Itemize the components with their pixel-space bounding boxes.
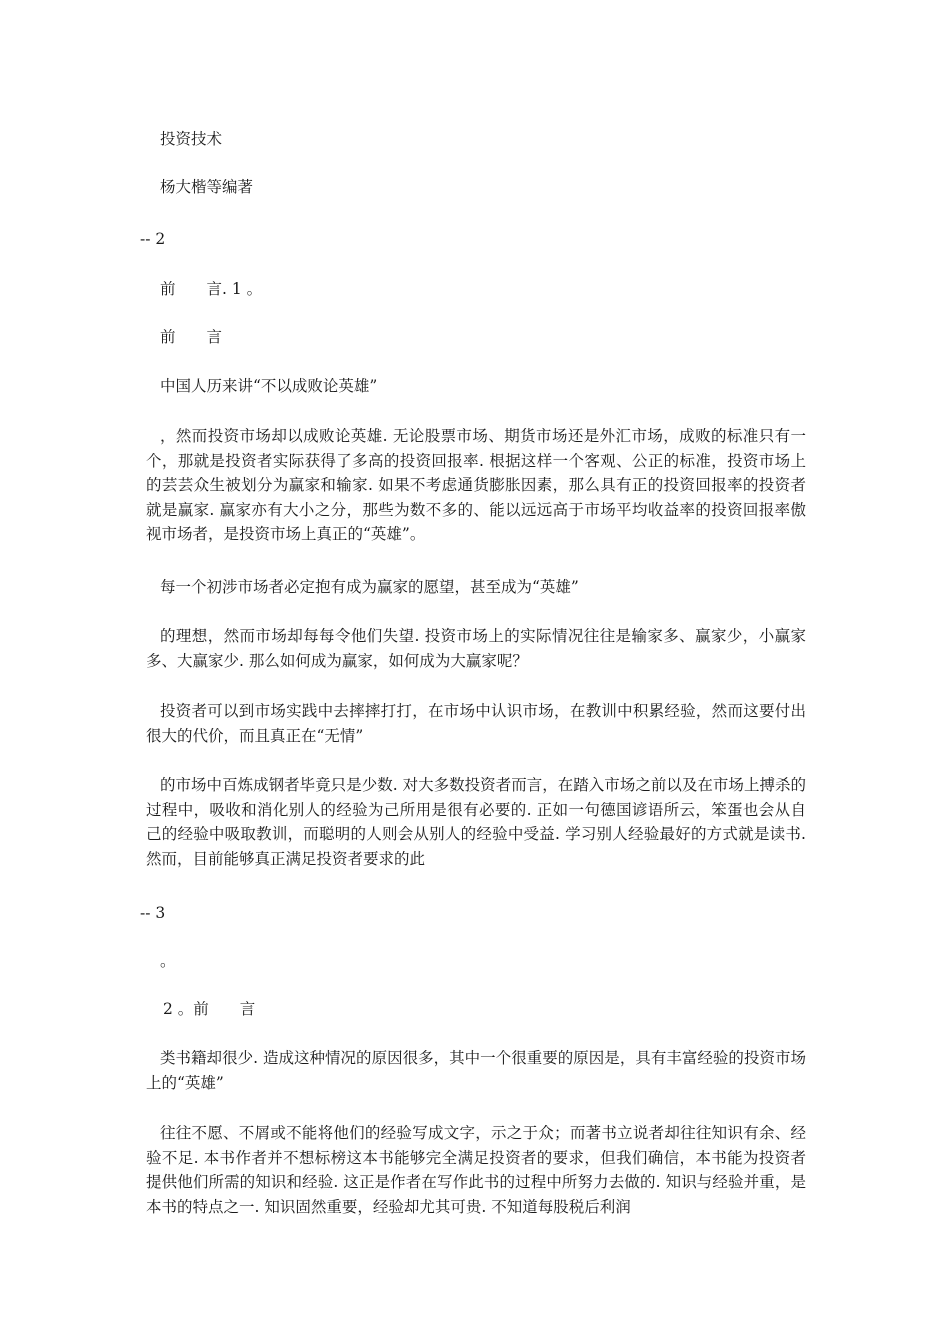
paragraph-7: 类书籍却很少. 造成这种情况的原因很多，其中一个很重要的原因是，具有丰富经验的投资市场上的“英雄” [146, 1049, 806, 1092]
book-title: 投资技术 [160, 130, 223, 148]
section-title: 前 言 [160, 328, 223, 346]
paragraph-5: 投资者可以到市场实践中去摔摔打打，在市场中认识市场，在教训中积累经验，然而这要付出很大的代价，而且真正在“无情” [146, 702, 806, 745]
page-marker-3: -- 3 [140, 904, 166, 922]
paragraph-3: 每一个初涉市场者必定抱有成为赢家的愿望，甚至成为“英雄” [160, 578, 579, 596]
page-marker-2: -- 2 [140, 230, 166, 248]
paragraph-6: 的市场中百炼成钢者毕竟只是少数. 对大多数投资者而言，在踏入市场之前以及在市场上搏杀的过程中，吸收和消化别人的经验为己所用是很有必要的. 正如一句德国谚语所云，笨蛋也会从自己的经验中吸取教训，而聪明的人则会从别人的经验中受益. 学习别人经验最好的方式就是读书. 然而，目前能够真正满足投资者要求的此 [146, 776, 806, 868]
running-head: 前 言. 1 。 [160, 280, 263, 298]
paragraph-8: 往往不愿、不屑或不能将他们的经验写成文字，示之于众；而著书立说者却往往知识有余、经验不足. 本书作者并不想标榜这本书能够完全满足投资者的要求，但我们确信，本书能为投资者提供他们所需的知识和经验. 这正是作者在写作此书的过程中所努力去做的. 知识与经验并重，是本书的特点之一. 知识固然重要，经验却尤其可贵. 不知道每股税后利润 [146, 1124, 806, 1216]
orphan-period: 。 [160, 952, 176, 970]
running-head-2: 2 。前 言 [163, 1000, 256, 1018]
paragraph-2: ，然而投资市场却以成败论英雄. 无论股票市场、期货市场还是外汇市场，成败的标准只有一个，那就是投资者实际获得了多高的投资回报率. 根据这样一个客观、公正的标准，投资市场上的芸芸众生被划分为赢家和输家. 如果不考虑通货膨胀因素，那么具有正的投资回报率的投资者就是赢家. 赢家亦有大小之分，那些为数不多的、能以远远高于市场平均收益率的投资回报率傲视市场者，是投资市场上真正的“英雄”。 [146, 427, 806, 543]
paragraph-4: 的理想，然而市场却每每令他们失望. 投资市场上的实际情况往往是输家多、赢家少，小赢家多、大赢家少. 那么如何成为赢家，如何成为大赢家呢？ [146, 627, 806, 670]
book-author: 杨大楷等编著 [160, 178, 254, 196]
paragraph-1: 中国人历来讲“不以成败论英雄” [160, 377, 378, 395]
